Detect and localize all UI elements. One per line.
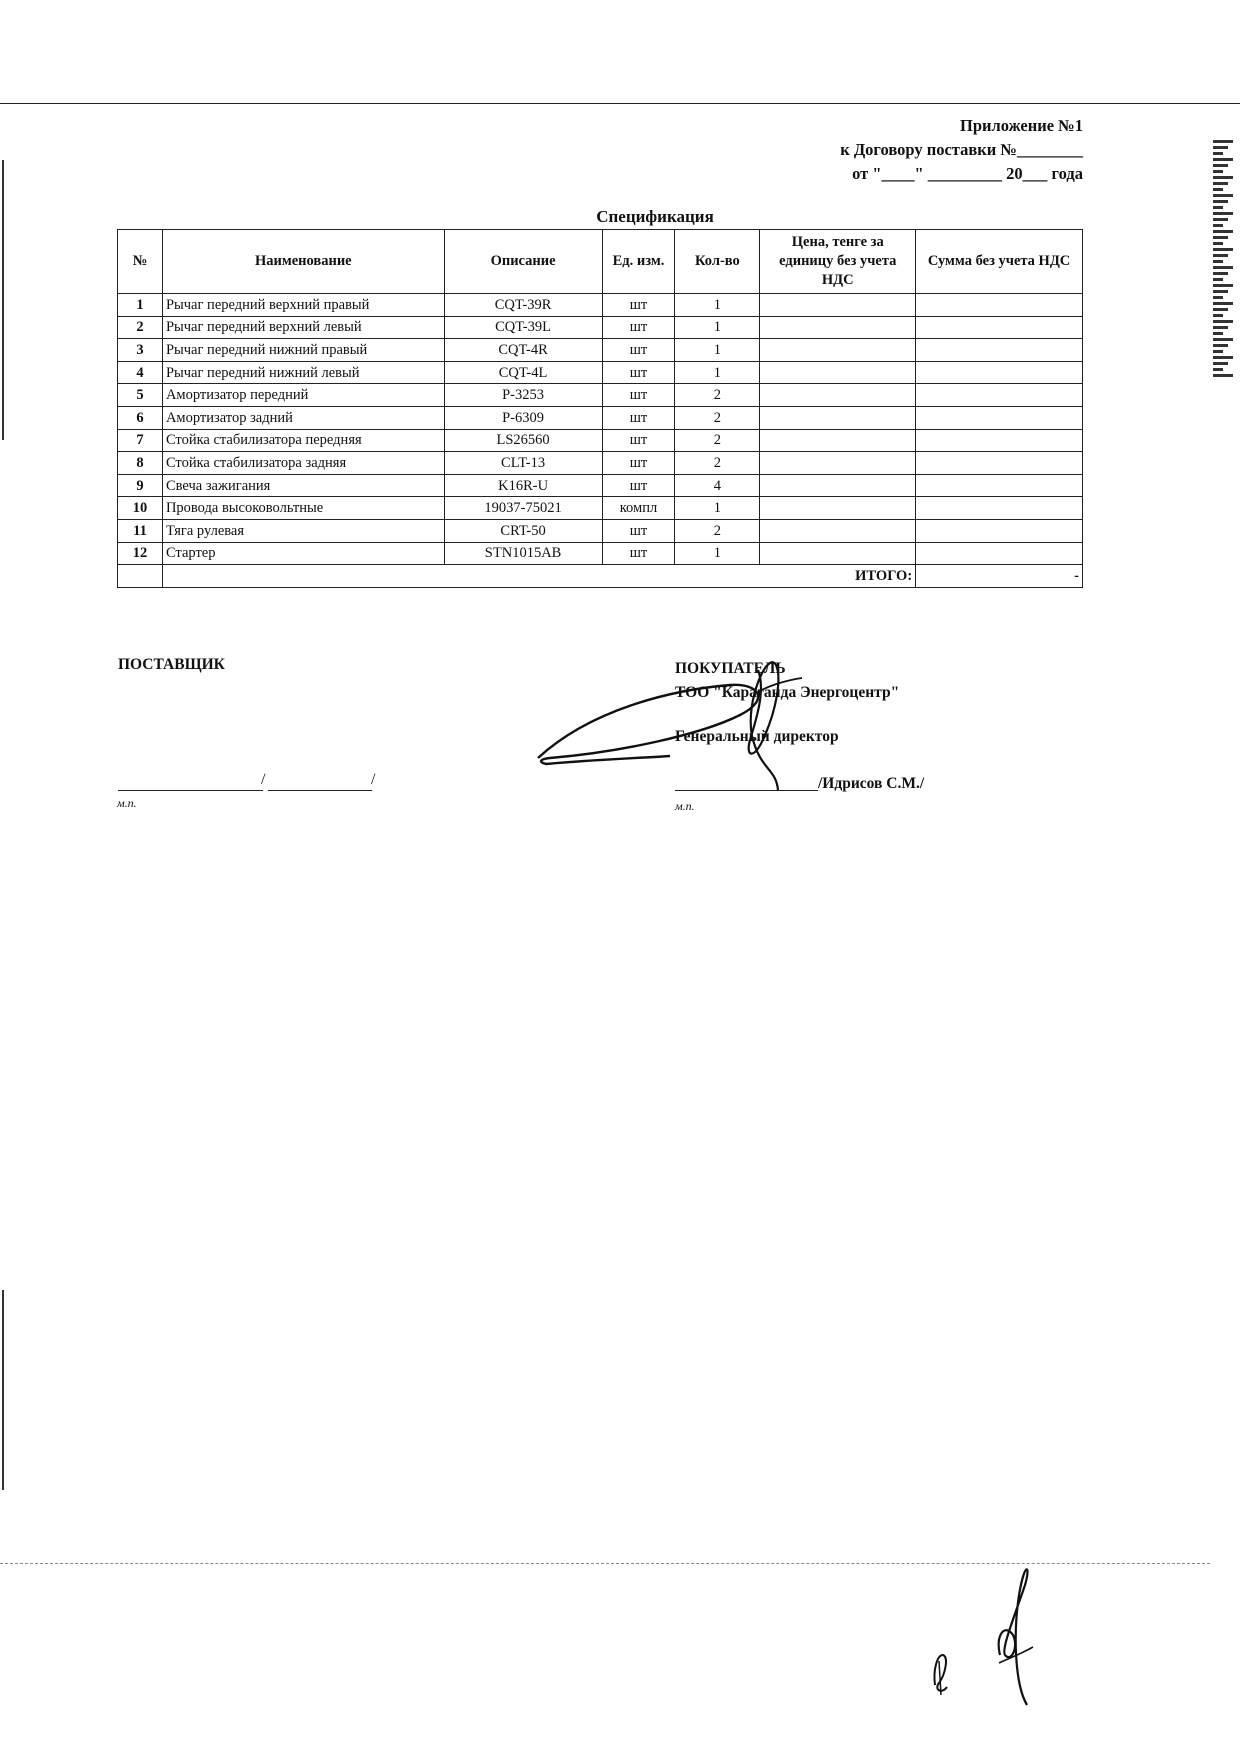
supplier-slash: / [261,771,266,788]
item-sum [916,339,1083,362]
table-row [118,316,1083,339]
item-sum [916,384,1083,407]
item-quantity: 2 [675,384,760,407]
item-price [760,361,916,384]
row-number: 11 [118,519,163,542]
item-unit: шт [602,519,675,542]
item-name: Стойка стабилизатора задняя [162,452,444,475]
item-sum [916,316,1083,339]
item-name: Стартер [162,542,444,565]
row-number: 8 [118,452,163,475]
item-unit: шт [602,294,675,317]
item-sum [916,294,1083,317]
item-quantity: 1 [675,339,760,362]
item-description: CRT-50 [444,519,602,542]
column-header: Сумма без учета НДС [916,230,1083,294]
item-price [760,339,916,362]
item-quantity: 1 [675,542,760,565]
column-header: Цена, тенге за единицу без учета НДС [760,230,916,294]
item-price [760,406,916,429]
table-row [118,452,1083,475]
buyer-signatory: /Идрисов С.М./ [818,775,925,792]
item-quantity: 2 [675,452,760,475]
item-name: Амортизатор передний [162,384,444,407]
supplier-name-line [268,790,372,791]
item-unit: компл [602,497,675,520]
scan-edge-marks [1213,140,1233,440]
column-header: № [118,230,163,294]
item-name: Провода высоковольтные [162,497,444,520]
item-price [760,384,916,407]
column-header: Кол-во [675,230,760,294]
item-description: CLT-13 [444,452,602,475]
buyer-heading: ПОКУПАТЕЛЬ [675,660,786,677]
scan-border-line [0,103,1240,104]
total-blank-cell [118,565,163,588]
item-sum [916,474,1083,497]
item-unit: шт [602,361,675,384]
item-sum [916,542,1083,565]
item-sum [916,361,1083,384]
row-number: 5 [118,384,163,407]
column-header: Описание [444,230,602,294]
item-description: P-6309 [444,406,602,429]
row-number: 6 [118,406,163,429]
scan-left-edge [2,1290,4,1490]
item-quantity: 1 [675,361,760,384]
row-number: 3 [118,339,163,362]
item-sum [916,429,1083,452]
supplier-slash: / [371,771,376,788]
table-header-row [118,230,1083,294]
item-description: LS26560 [444,429,602,452]
item-name: Рычаг передний верхний правый [162,294,444,317]
item-quantity: 1 [675,294,760,317]
item-unit: шт [602,406,675,429]
item-price [760,429,916,452]
item-quantity: 4 [675,474,760,497]
item-sum [916,452,1083,475]
table-row [118,294,1083,317]
specification-table [117,229,1083,588]
item-unit: шт [602,339,675,362]
item-name: Стойка стабилизатора передняя [162,429,444,452]
item-description: STN1015AB [444,542,602,565]
row-number: 4 [118,361,163,384]
table-row [118,497,1083,520]
item-name: Свеча зажигания [162,474,444,497]
item-price [760,452,916,475]
item-description: CQT-39L [444,316,602,339]
item-sum [916,497,1083,520]
item-description: CQT-4L [444,361,602,384]
buyer-company: ТОО "Караганда Энергоцентр" [675,684,900,701]
table-row [118,519,1083,542]
contract-date: от "____" _________ 20___ года [852,164,1083,183]
item-quantity: 2 [675,406,760,429]
item-name: Амортизатор задний [162,406,444,429]
item-unit: шт [602,474,675,497]
scan-left-edge [2,160,4,440]
row-number: 10 [118,497,163,520]
page-initials-mark [915,1555,1065,1715]
item-description: CQT-4R [444,339,602,362]
buyer-position: Генеральный директор [675,728,839,745]
table-row [118,361,1083,384]
table-row [118,406,1083,429]
appendix-header [840,114,1083,186]
supplier-signature-line [118,790,263,791]
row-number: 1 [118,294,163,317]
item-price [760,542,916,565]
item-price [760,294,916,317]
item-quantity: 2 [675,429,760,452]
row-number: 2 [118,316,163,339]
item-price [760,497,916,520]
column-header: Наименование [162,230,444,294]
buyer-stamp-place: м.п. [675,799,695,813]
total-label: ИТОГО: [162,565,915,588]
item-sum [916,406,1083,429]
total-row [118,565,1083,588]
item-name: Рычаг передний верхний левый [162,316,444,339]
item-name: Рычаг передний нижний правый [162,339,444,362]
table-row [118,384,1083,407]
row-number: 12 [118,542,163,565]
row-number: 7 [118,429,163,452]
item-description: CQT-39R [444,294,602,317]
total-value: - [916,565,1083,588]
item-sum [916,519,1083,542]
item-unit: шт [602,542,675,565]
item-unit: шт [602,452,675,475]
supplier-stamp-place: м.п. [117,796,137,810]
item-description: 19037-75021 [444,497,602,520]
item-quantity: 1 [675,497,760,520]
item-description: K16R-U [444,474,602,497]
column-header: Ед. изм. [602,230,675,294]
item-price [760,316,916,339]
appendix-number: Приложение №1 [960,116,1083,135]
row-number: 9 [118,474,163,497]
table-row [118,542,1083,565]
supplier-heading: ПОСТАВЩИК [118,656,225,673]
item-description: P-3253 [444,384,602,407]
item-quantity: 2 [675,519,760,542]
item-unit: шт [602,384,675,407]
item-price [760,519,916,542]
item-name: Тяга рулевая [162,519,444,542]
contract-reference: к Договору поставки №________ [840,140,1083,159]
item-unit: шт [602,429,675,452]
table-row [118,339,1083,362]
buyer-handwritten-signature [530,640,860,800]
document-title: Спецификация [596,207,714,226]
item-price [760,474,916,497]
item-unit: шт [602,316,675,339]
table-row [118,474,1083,497]
item-name: Рычаг передний нижний левый [162,361,444,384]
item-quantity: 1 [675,316,760,339]
table-row [118,429,1083,452]
